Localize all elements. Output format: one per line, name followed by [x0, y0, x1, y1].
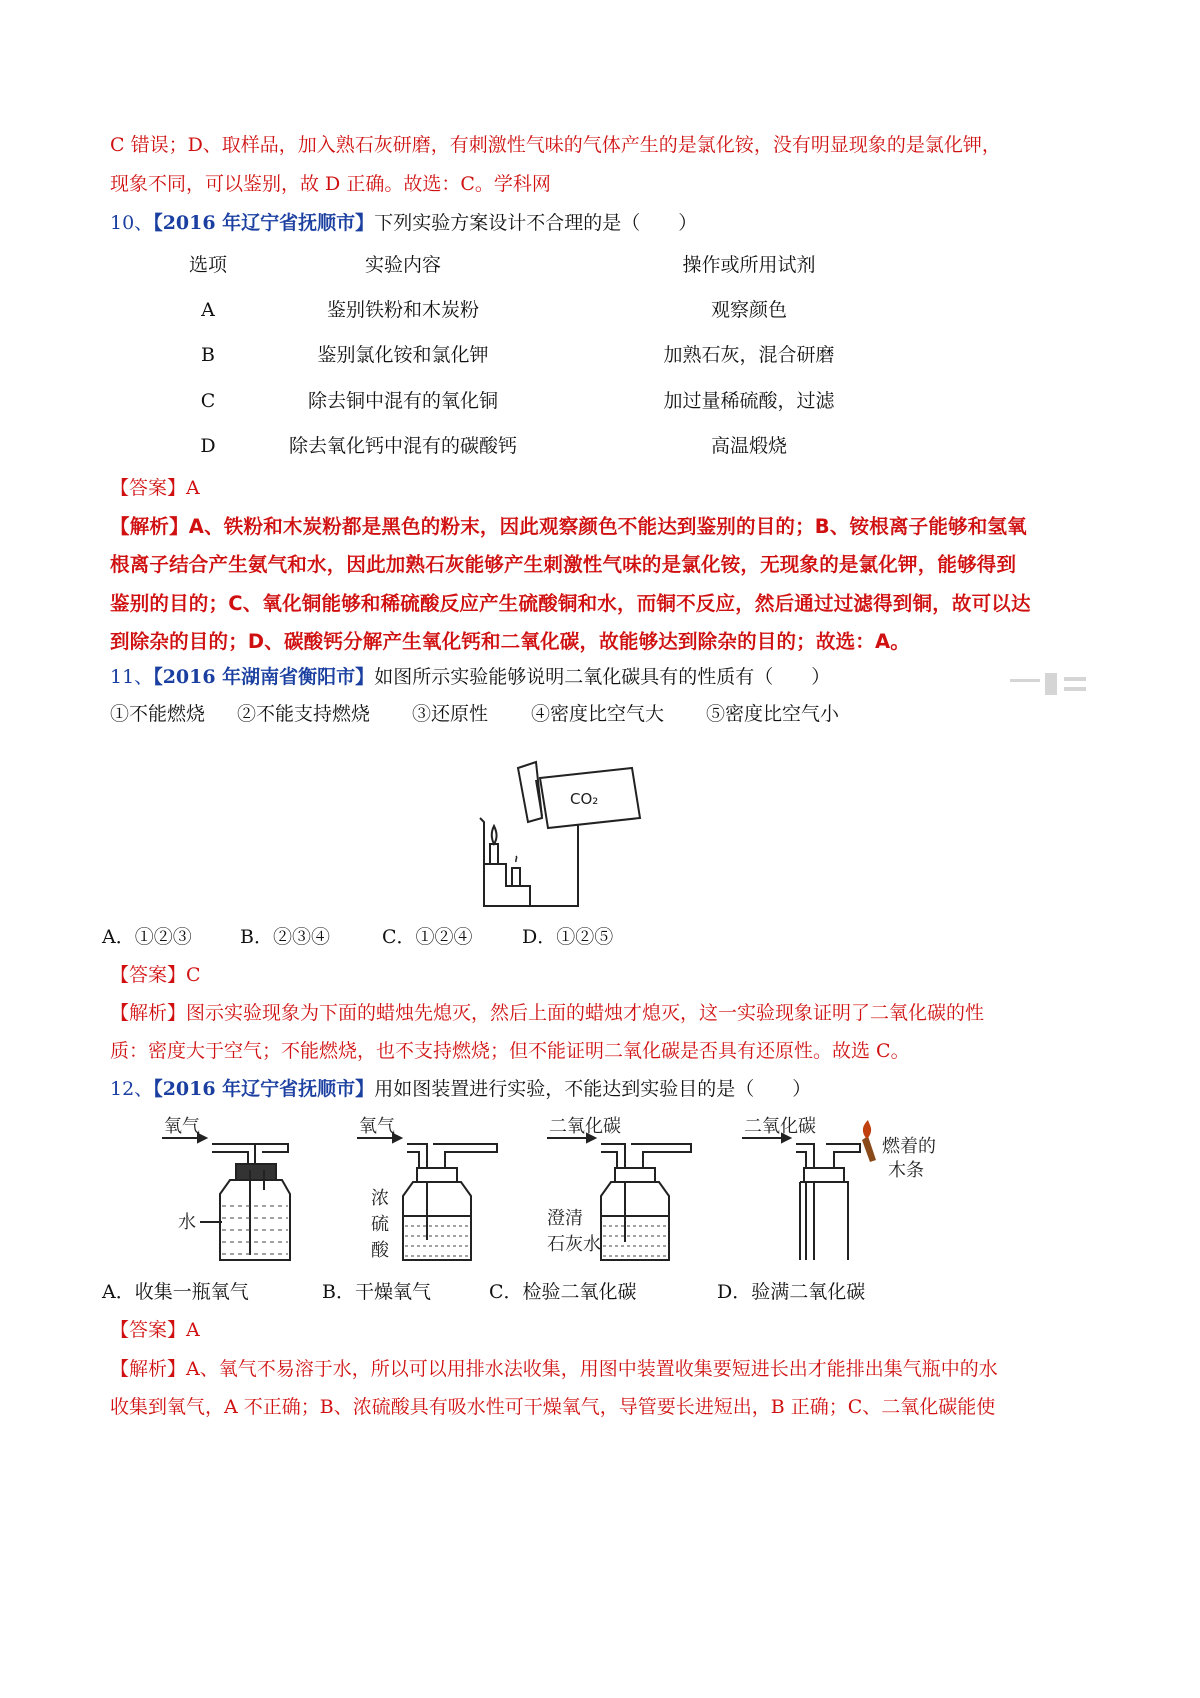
- option-c: C．检验二氧化碳: [489, 1281, 637, 1303]
- apparatus-d-figure: [740, 1110, 960, 1270]
- property-item: ⑤密度比空气小: [706, 703, 840, 725]
- option-a: A．收集一瓶氧气: [102, 1281, 249, 1303]
- property-item: ①不能燃烧: [110, 703, 206, 725]
- q12-analysis-line-1: 【解析】A、氧气不易溶于水，所以可以用排水法收集，用图中装置收集要短进长出才能排出集气瓶中的水: [110, 1358, 998, 1380]
- label-c-gas: 二氧化碳: [549, 1116, 621, 1137]
- table-header-option: 选项: [188, 254, 228, 276]
- q12-stem: [110, 1077, 811, 1101]
- prev-analysis-line-1: C 错误；D、取样品，加入熟石灰研磨，有刺激性气味的气体产生的是氯化铵，没有明显现象的是氯化钾，: [110, 134, 1001, 156]
- label-a-liquid: 水: [178, 1212, 196, 1233]
- q10-stem-text: 下列实验方案设计不合理的是（ ）: [374, 212, 698, 234]
- q11-analysis-line-2: 质：密度大于空气；不能燃烧，也不支持燃烧；但不能证明二氧化碳是否具有还原性。故选 C。: [110, 1040, 910, 1062]
- q10-source: 【2016 年辽宁省抚顺市】: [153, 212, 375, 234]
- co2-beaker-figure: [470, 760, 660, 910]
- q11-answer: 【答案】C: [110, 964, 201, 986]
- property-item: ④密度比空气大: [531, 703, 665, 725]
- q10-number: 10、: [110, 212, 154, 234]
- q10-stem: [110, 211, 697, 235]
- table-cell: 鉴别氯化铵和氯化钾: [317, 344, 489, 366]
- table-cell: 鉴别铁粉和木炭粉: [326, 299, 480, 321]
- property-item: ②不能支持燃烧: [237, 703, 371, 725]
- table-header-reagent: 操作或所用试剂: [682, 254, 816, 276]
- q11-number: 11、: [110, 666, 154, 688]
- table-cell: 除去铜中混有的氧化铜: [307, 390, 499, 412]
- label-d-stick-1: 燃着的: [882, 1136, 936, 1157]
- option-b: B．②③④: [240, 926, 330, 948]
- option-b: B．干燥氧气: [322, 1281, 431, 1303]
- label-c-liquid-1: 澄清: [547, 1208, 583, 1229]
- co2-label: CO₂: [570, 790, 599, 808]
- table-cell: 加熟石灰，混合研磨: [663, 344, 835, 366]
- q11-analysis-line-1: 【解析】图示实验现象为下面的蜡烛先熄灭，然后上面的蜡烛才熄灭，这一实验现象证明了二氧化碳的性: [110, 1002, 985, 1024]
- table-cell: D: [200, 435, 216, 457]
- q12-answer: 【答案】A: [110, 1319, 200, 1341]
- q10-analysis-line-3: 鉴别的目的；C、氧化铜能够和稀硫酸反应产生硫酸铜和水，而铜不反应，然后通过过滤得到铜，故可以达: [110, 592, 1031, 615]
- apparatus-a-figure: [160, 1110, 300, 1270]
- q10-analysis-line-1: 【解析】A、铁粉和木炭粉都是黑色的粉末，因此观察颜色不能达到鉴别的目的；B、铵根离子能够和氢氧: [110, 515, 1027, 538]
- table-cell: 高温煅烧: [710, 435, 788, 457]
- q12-source: 【2016 年辽宁省抚顺市】: [153, 1078, 375, 1100]
- q12-number: 12、: [110, 1078, 154, 1100]
- option-d: D．①②⑤: [522, 926, 614, 948]
- q10-answer: 【答案】A: [110, 477, 200, 499]
- label-b-liquid-3: 酸: [371, 1240, 389, 1261]
- option-a: A．①②③: [102, 926, 192, 948]
- q12-analysis-line-2: 收集到氧气，A 不正确；B、浓硫酸具有吸水性可干燥氧气，导管要长进短出，B 正确；C、二氧化碳能使: [110, 1396, 996, 1418]
- prev-analysis-line-2: 现象不同，可以鉴别，故 D 正确。故选：C。学科网: [110, 173, 551, 195]
- q11-source: 【2016 年湖南省衡阳市】: [153, 666, 375, 688]
- table-cell: B: [201, 344, 215, 366]
- option-d: D．验满二氧化碳: [717, 1281, 866, 1303]
- label-b-liquid-1: 浓: [371, 1188, 389, 1209]
- label-a-gas: 氧气: [164, 1116, 200, 1137]
- label-c-liquid-2: 石灰水: [547, 1234, 601, 1255]
- q11-stem-text: 如图所示实验能够说明二氧化碳具有的性质有（ ）: [374, 666, 831, 688]
- property-item: ③还原性: [412, 703, 489, 725]
- table-cell: 除去氧化钙中混有的碳酸钙: [288, 435, 518, 457]
- table-header-content: 实验内容: [364, 254, 442, 276]
- q11-stem: [110, 665, 830, 689]
- apparatus-b-figure: [355, 1110, 505, 1270]
- q10-analysis-line-4: 到除杂的目的；D、碳酸钙分解产生氧化钙和二氧化碳，故能够达到除杂的目的；故选：A。: [110, 630, 910, 653]
- label-d-stick-2: 木条: [888, 1160, 924, 1181]
- table-cell: A: [201, 299, 215, 321]
- table-cell: C: [200, 390, 216, 412]
- table-cell: 观察颜色: [710, 299, 788, 321]
- table-cell: 加过量稀硫酸，过滤: [663, 390, 835, 412]
- q12-stem-text: 用如图装置进行实验，不能达到实验目的是（ ）: [374, 1078, 812, 1100]
- label-d-gas: 二氧化碳: [744, 1116, 816, 1137]
- option-c: C．①②④: [382, 926, 473, 948]
- watermark-stamp: [990, 665, 1100, 705]
- q10-analysis-line-2: 根离子结合产生氨气和水，因此加熟石灰能够产生刺激性气味的是氯化铵，无现象的是氯化钾，能够得到: [110, 553, 1017, 576]
- apparatus-c-figure: [545, 1110, 695, 1270]
- label-b-liquid-2: 硫: [371, 1214, 389, 1235]
- label-b-gas: 氧气: [359, 1116, 395, 1137]
